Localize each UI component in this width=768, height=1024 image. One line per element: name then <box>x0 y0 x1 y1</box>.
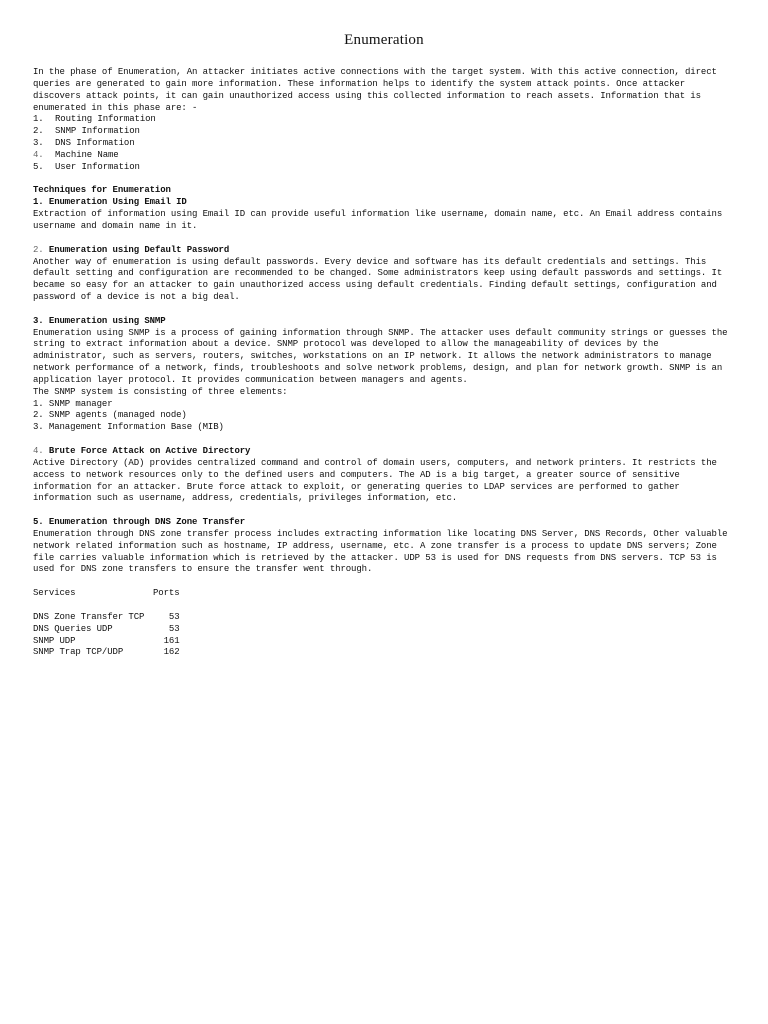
brute-force-section-text: Active Directory (AD) provides centralized command and control of domain users, computers, and network printers. It restricts the access to network resources only to the defined users and computers. The AD is a big target, a greater source of sensitive information for an attacker. Brute force attack to exploit, or generating queries to LDAP services are performed to gather information such as username, address, credentials, privileges information, etc. <box>33 457 717 504</box>
enumerated-info-list <box>33 114 736 173</box>
intro-paragraph: In the phase of Enumeration, An attacker initiates active connections with the target system. With this active connection, direct queries are generated to gain more information. These information helps to identify the system attack points. Once attacker discovers attack points, it can gain unauthorized access using this collected information to reach assets. Information that is enumerated in this phase are: - <box>33 67 717 113</box>
page-title: Enumeration <box>344 32 424 48</box>
list-item: 4. Machine Name <box>33 149 119 160</box>
ports-header: Ports <box>153 588 180 599</box>
services-header: Services <box>33 588 76 599</box>
document-body <box>33 67 736 659</box>
table-row: SNMP UDP 161 <box>33 635 180 646</box>
password-section-heading: 2. Enumeration using Default Password <box>33 244 230 255</box>
list-item: 3. DNS Information <box>33 138 135 149</box>
snmp-element: 2. SNMP agents (managed node) <box>33 410 187 421</box>
snmp-elements-intro: The SNMP system is consisting of three elements: <box>33 386 288 397</box>
snmp-element: 3. Management Information Base (MIB) <box>33 422 224 433</box>
table-row: DNS Queries UDP 53 <box>33 623 180 634</box>
brute-force-section-heading: 4. Brute Force Attack on Active Directory <box>33 446 251 456</box>
techniques-heading: Techniques for Enumeration <box>33 185 171 196</box>
email-section-heading: 1. Enumeration Using Email ID <box>33 197 187 208</box>
dns-section-heading: 5. Enumeration through DNS Zone Transfer <box>33 517 246 528</box>
list-item: 2. SNMP Information <box>33 126 140 137</box>
ports-table <box>33 588 180 659</box>
table-header-row <box>33 588 180 600</box>
email-section-text: Extraction of information using Email ID can provide useful information like username, domain name, etc. An Email address contains username and domain name in it. <box>33 209 723 231</box>
snmp-section-text: Enumeration using SNMP is a process of gaining information through SNMP. The attacker uses default community strings or guesses the string to extract information about a device. SNMP protocol was developed to allow the manageability of devices by the administrator, such as servers, routers, switches, workstations on an IP network. It allows the network administrators to manage network performance of a network, finds, troubleshoots and solve network problems, design, and plan for network growth. SNMP is an application layer protocol. It provides communication between managers and agents. <box>33 327 728 385</box>
list-item: 5. User Information <box>33 161 140 172</box>
password-section-text: Another way of enumeration is using default passwords. Every device and software has its default credentials and settings. This default setting and configuration are recommended to be changed. Some administrators keep using default passwords and settings. It became so easy for an attacker to gain unauthorized access using default credentials. Finding default settings, configuration and password of a device is not a big deal. <box>33 256 723 303</box>
snmp-element: 1. SNMP manager <box>33 398 113 409</box>
dns-section-text: Enumeration through DNS zone transfer process includes extracting information like locating DNS Server, DNS Records, Other valuable network related information such as hostname, IP address, username, etc. A zone transfer is a process to update DNS servers; Zone file carries valuable information which is retrieved by the attacker. UDP 53 is used for DNS requests from DNS servers. TCP 53 is used for DNS zone transfers to ensure the transfer went through. <box>33 528 728 575</box>
list-item: 1. Routing Information <box>33 114 156 125</box>
snmp-section-heading: 3. Enumeration using SNMP <box>33 315 166 326</box>
table-row: SNMP Trap TCP/UDP 162 <box>33 647 180 658</box>
table-row: DNS Zone Transfer TCP 53 <box>33 611 180 622</box>
